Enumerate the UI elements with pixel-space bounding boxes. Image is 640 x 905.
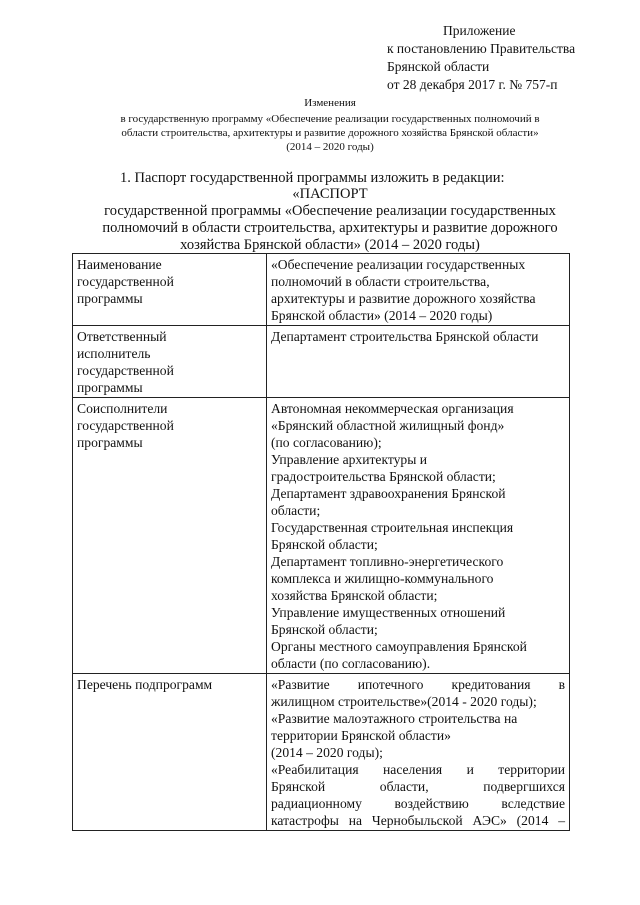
row-label bbox=[73, 674, 267, 831]
row-label bbox=[73, 326, 267, 398]
changes-title: Изменения bbox=[304, 97, 356, 109]
value-line: «Развитие ипотечного кредитования в bbox=[271, 677, 565, 692]
passport-table bbox=[72, 253, 570, 831]
value-line: Брянской области; bbox=[271, 622, 378, 637]
value-line: хозяйства Брянской области; bbox=[271, 588, 438, 603]
value-line: Департамент здравоохранения Брянской bbox=[271, 486, 506, 501]
item-1: 1. Паспорт государственной программы изложить в редакции: bbox=[120, 170, 505, 186]
appendix-line: к постановлению Правительства bbox=[387, 41, 576, 56]
value-line: территории Брянской области» bbox=[271, 728, 451, 743]
appendix-date: от 28 декабря 2017 г. № 757-п bbox=[387, 77, 558, 92]
label-line: Перечень подпрограмм bbox=[77, 677, 213, 692]
label-line: государственной bbox=[77, 363, 174, 378]
value-line: Государственная строительная инспекция bbox=[271, 520, 514, 535]
value-line: Управление архитектуры и bbox=[271, 452, 428, 467]
value-line: области; bbox=[271, 503, 321, 518]
label-line: программы bbox=[77, 435, 143, 450]
row-value bbox=[267, 254, 570, 326]
passport-subtitle: хозяйства Брянской области» (2014 – 2020 годы) bbox=[180, 237, 480, 253]
label-line: программы bbox=[77, 380, 143, 395]
table-row bbox=[73, 674, 570, 831]
value-line: Брянской области» (2014 – 2020 годы) bbox=[271, 308, 493, 323]
changes-line: (2014 – 2020 годы) bbox=[286, 141, 374, 153]
passport-heading: «ПАСПОРТ bbox=[292, 186, 368, 202]
value-line: полномочий в области строительства, bbox=[271, 274, 490, 289]
label-line: государственной bbox=[77, 418, 174, 433]
row-label bbox=[73, 254, 267, 326]
appendix-title: Приложение bbox=[443, 23, 516, 38]
value-line: области (по согласованию). bbox=[271, 656, 431, 671]
row-value bbox=[267, 398, 570, 674]
changes-block bbox=[60, 96, 600, 154]
value-line: Департамент топливно-энергетического bbox=[271, 554, 504, 569]
value-line: радиационному воздействию вследствие bbox=[271, 796, 565, 811]
label-line: Соисполнители bbox=[77, 401, 168, 416]
value-line: (по согласованию); bbox=[271, 435, 382, 450]
changes-line: области строительства, архитектуры и развитие дорожного хозяйства Брянской области» bbox=[121, 127, 539, 139]
row-value bbox=[267, 674, 570, 831]
value-line: Брянской области, подвергшихся bbox=[271, 779, 565, 794]
row-label bbox=[73, 398, 267, 674]
passport-heading-block bbox=[60, 186, 600, 254]
value-line: Органы местного самоуправления Брянской bbox=[271, 639, 527, 654]
appendix-line: Брянской области bbox=[387, 59, 490, 74]
passport-subtitle: полномочий в области строительства, архитектуры и развитие дорожного bbox=[102, 220, 558, 236]
value-line: Брянской области; bbox=[271, 537, 378, 552]
value-line: «Реабилитация населения и территории bbox=[271, 762, 565, 777]
label-line: исполнитель bbox=[77, 346, 151, 361]
value-line: архитектуры и развитие дорожного хозяйства bbox=[271, 291, 536, 306]
value-line: «Развитие малоэтажного строительства на bbox=[271, 711, 518, 726]
passport-subtitle: государственной программы «Обеспечение реализации государственных bbox=[104, 203, 556, 219]
label-line: государственной bbox=[77, 274, 174, 289]
value-line: жилищном строительстве»(2014 - 2020 годы); bbox=[271, 694, 537, 709]
value-line: градостроительства Брянской области; bbox=[271, 469, 496, 484]
row-value bbox=[267, 326, 570, 398]
value-line: комплекса и жилищно-коммунального bbox=[271, 571, 494, 586]
appendix-header bbox=[387, 22, 575, 94]
changes-line: в государственную программу «Обеспечение реализации государственных полномочий в bbox=[120, 113, 540, 125]
value-line: «Брянский областной жилищный фонд» bbox=[271, 418, 505, 433]
value-line: Департамент строительства Брянской области bbox=[271, 329, 539, 344]
label-line: программы bbox=[77, 291, 143, 306]
value-line: Управление имущественных отношений bbox=[271, 605, 506, 620]
table-row bbox=[73, 254, 570, 326]
label-line: Ответственный bbox=[77, 329, 167, 344]
table-row bbox=[73, 398, 570, 674]
value-line: катастрофы на Чернобыльской АЭС» (2014 – bbox=[271, 813, 565, 828]
value-line: «Обеспечение реализации государственных bbox=[271, 257, 526, 272]
value-line: Автономная некоммерческая организация bbox=[271, 401, 514, 416]
label-line: Наименование bbox=[77, 257, 162, 272]
table-row bbox=[73, 326, 570, 398]
value-line: (2014 – 2020 годы); bbox=[271, 745, 383, 760]
